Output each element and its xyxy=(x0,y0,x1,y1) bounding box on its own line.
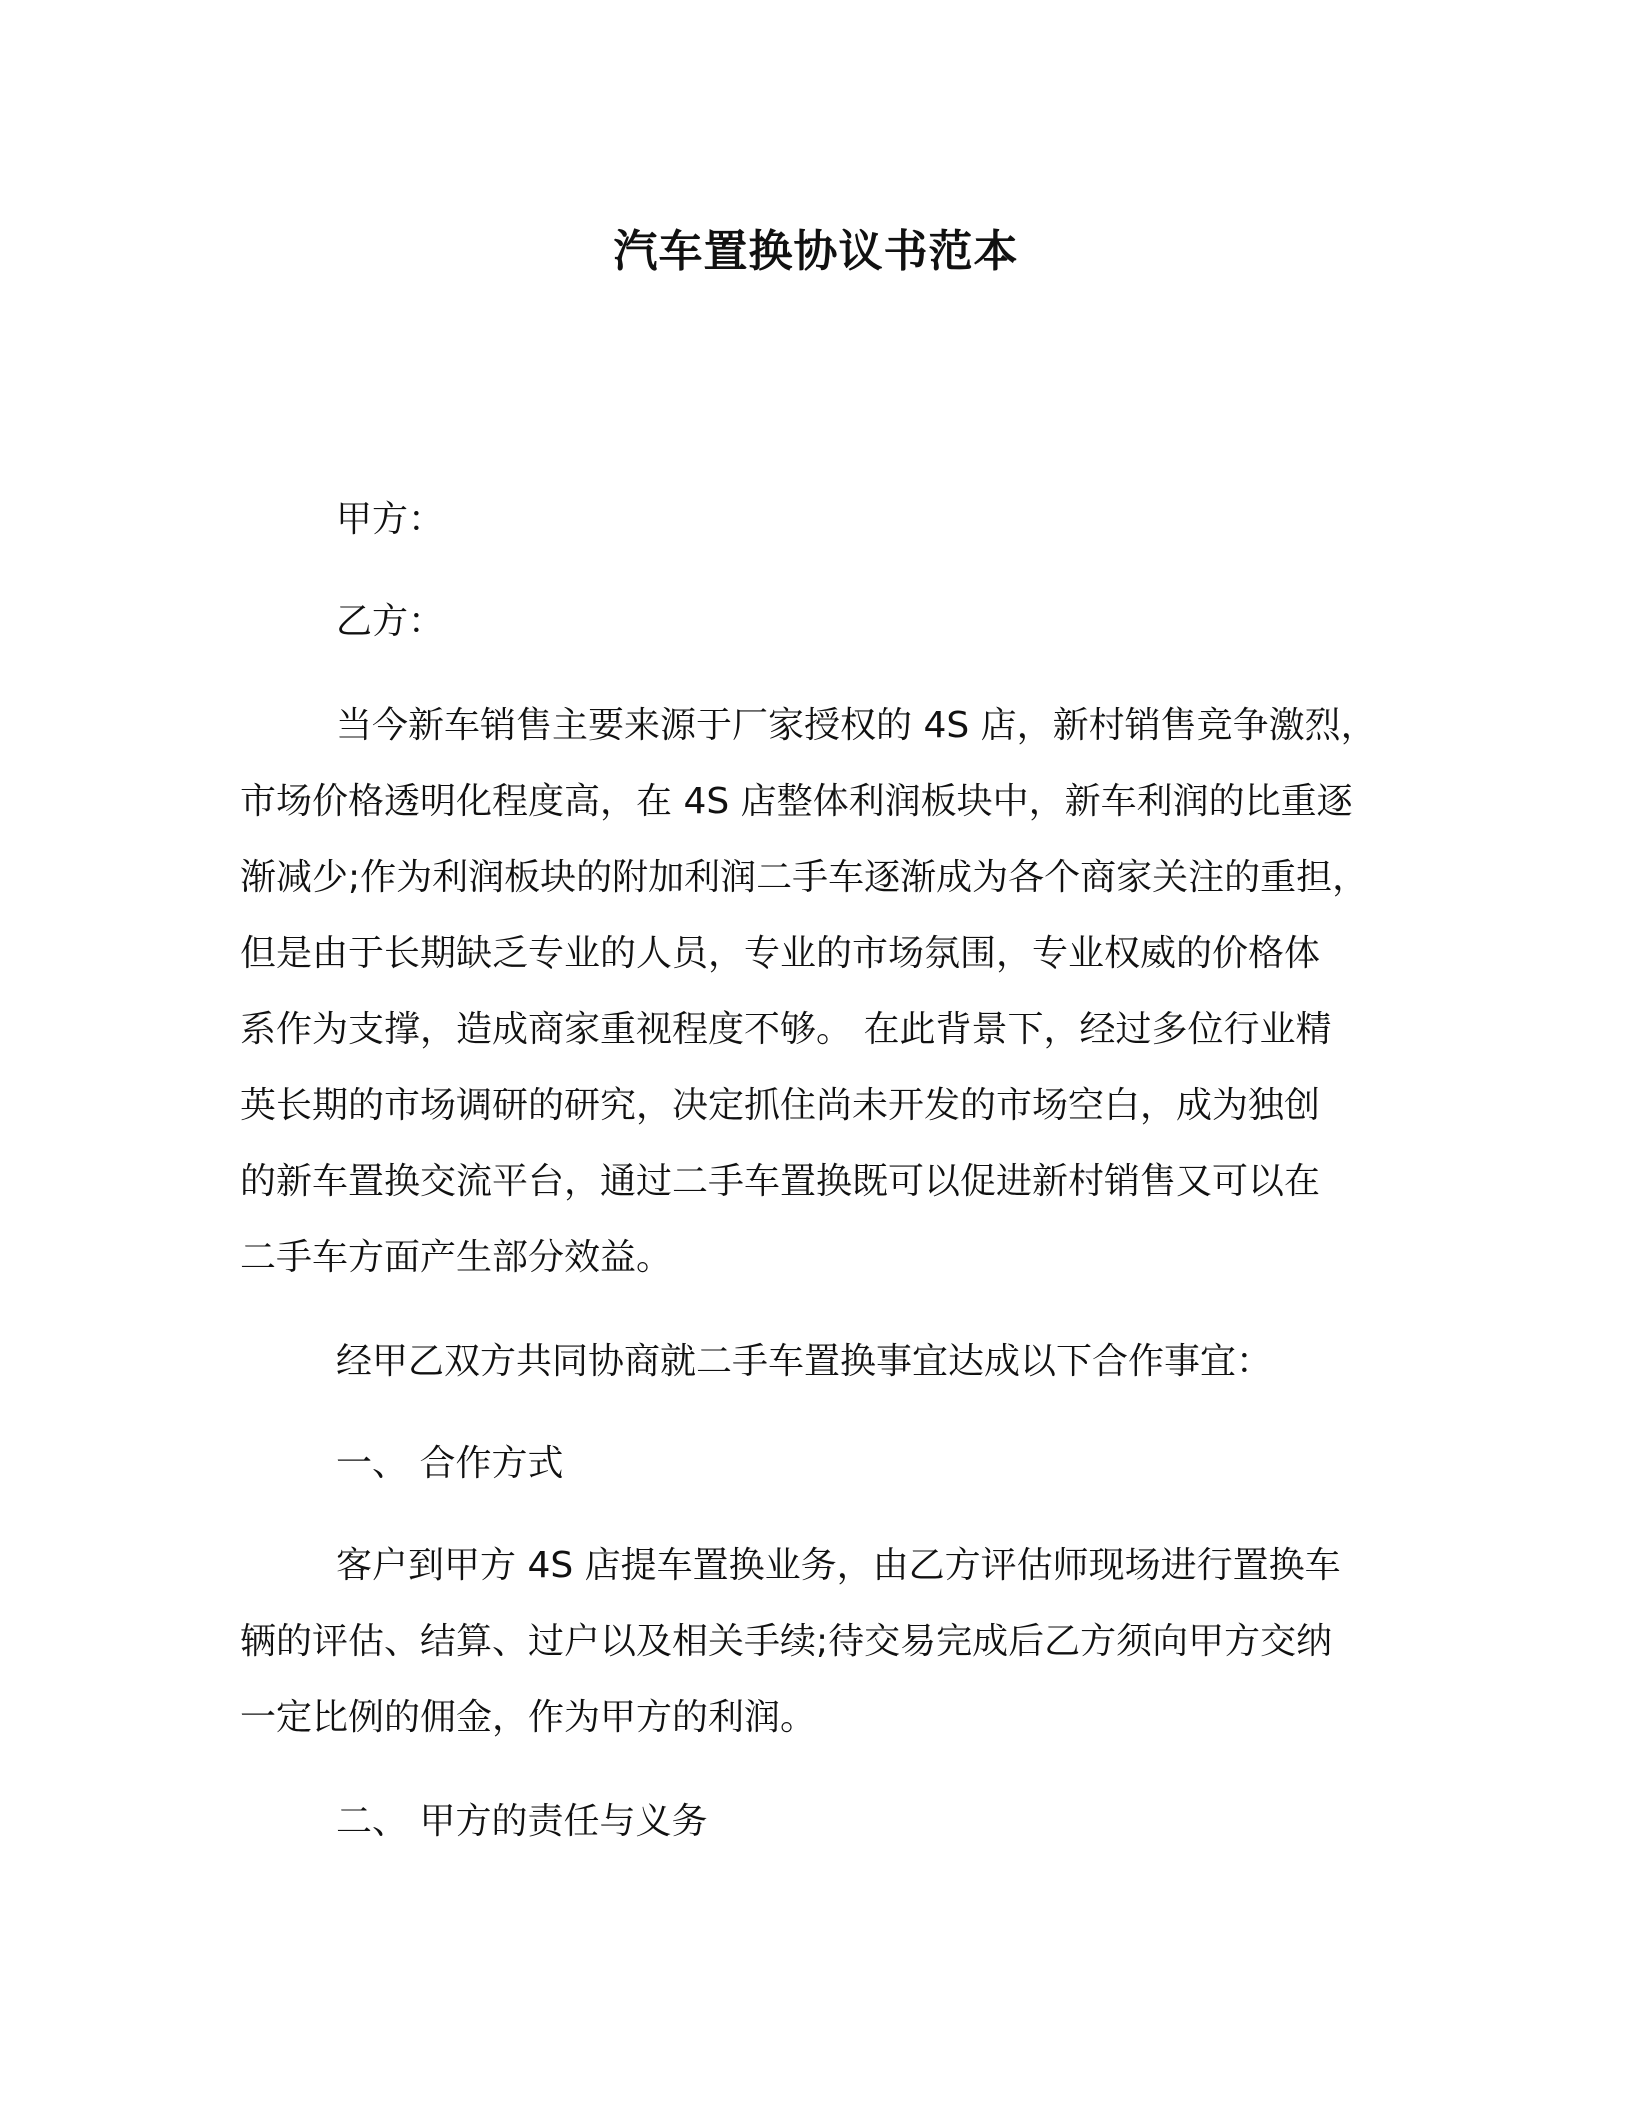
paragraph-line: 但是由于长期缺乏专业的人员，专业的市场氛围，专业权威的价格体 xyxy=(240,933,1321,974)
paragraph-line: 一定比例的佣金，作为甲方的利润。 xyxy=(240,1697,817,1738)
section-heading-party-a-duties: 二、 甲方的责任与义务 xyxy=(336,1801,708,1842)
paragraph-line: 市场价格透明化程度高，在 4S 店整体利润板块中，新车利润的比重逐 xyxy=(240,781,1353,822)
paragraph-line: 当今新车销售主要来源于厂家授权的 4S 店，新村销售竞争激烈， xyxy=(336,705,1377,746)
paragraph-line: 的新车置换交流平台，通过二手车置换既可以促进新村销售又可以在 xyxy=(240,1161,1321,1202)
document-title: 汽车置换协议书范本 xyxy=(613,226,1019,277)
section-heading-cooperation: 一、 合作方式 xyxy=(336,1443,564,1484)
paragraph-line: 英长期的市场调研的研究，决定抓住尚未开发的市场空白，成为独创 xyxy=(240,1085,1321,1126)
paragraph-line: 客户到甲方 4S 店提车置换业务，由乙方评估师现场进行置换车 xyxy=(336,1545,1341,1586)
paragraph-line: 系作为支撑，造成商家重视程度不够。 在此背景下，经过多位行业精 xyxy=(240,1009,1332,1050)
paragraph-line: 辆的评估、结算、过户以及相关手续;待交易完成后乙方须向甲方交纳 xyxy=(240,1621,1333,1662)
party-a-label: 甲方： xyxy=(336,499,445,540)
agreement-intro: 经甲乙双方共同协商就二手车置换事宜达成以下合作事宜： xyxy=(336,1341,1273,1382)
party-b-label: 乙方： xyxy=(336,601,445,642)
paragraph-line: 二手车方面产生部分效益。 xyxy=(240,1237,673,1278)
paragraph-line: 渐减少;作为利润板块的附加利润二手车逐渐成为各个商家关注的重担， xyxy=(240,857,1369,898)
